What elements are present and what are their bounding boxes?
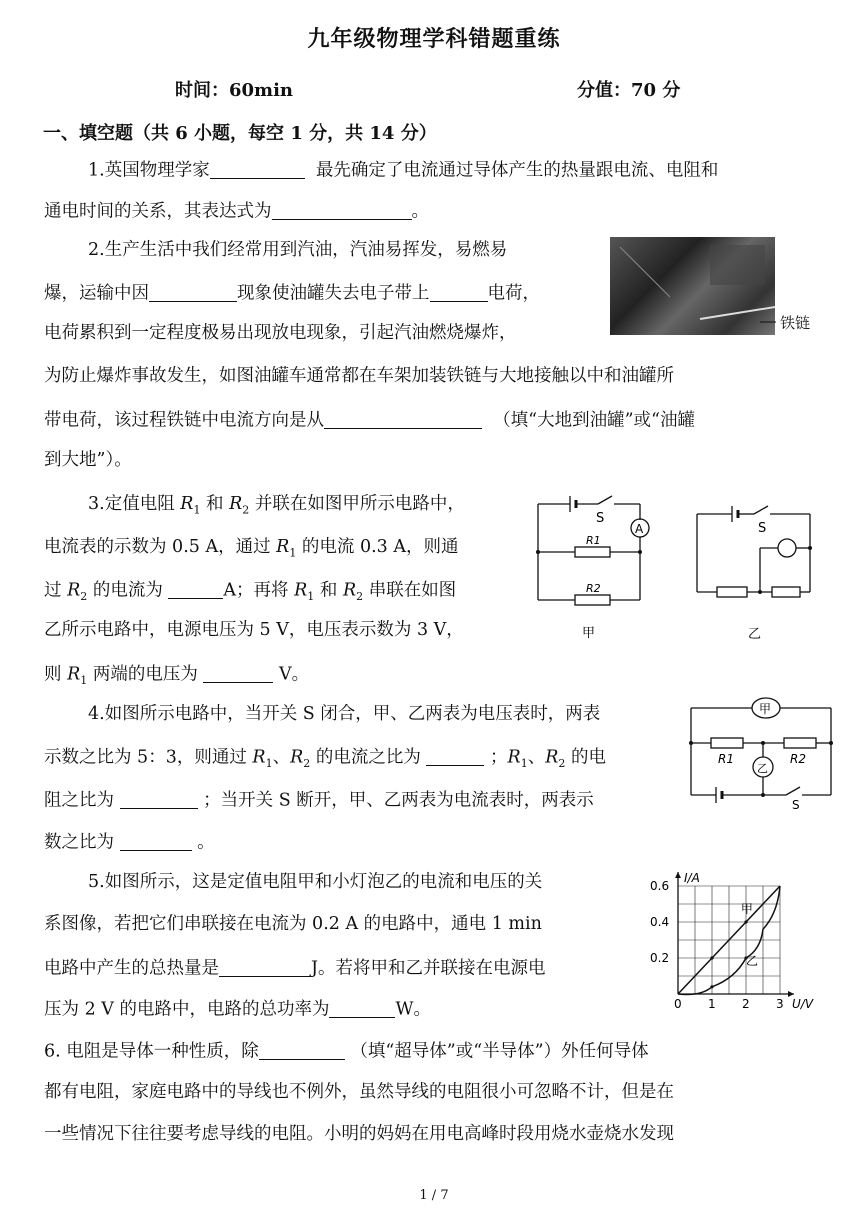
q5-line4: 压为 2 V 的电路中，电路的总功率为 W。	[44, 999, 431, 1020]
time-label: 时间：60min	[175, 80, 294, 101]
q3-line4: 乙所示电路中，电源电压为 5 V，电压表示数为 3 V，	[44, 620, 464, 640]
tanker-chain-photo	[610, 237, 775, 335]
answer-blank[interactable]	[120, 832, 192, 851]
circuit-diagram-yi	[692, 502, 822, 647]
answer-blank[interactable]	[203, 664, 273, 683]
data-point	[710, 985, 713, 988]
circuit-diagram-q4	[686, 693, 836, 813]
resistor-label-r1: R1	[586, 534, 601, 547]
answer-blank[interactable]	[272, 201, 412, 220]
y-tick-label: 0.6	[650, 879, 670, 893]
q3-line1: 3.定值电阻 $R_1$ 和 $R_2$ 并联在如图甲所示电路中，	[88, 494, 465, 517]
answer-blank[interactable]	[149, 283, 237, 302]
q1-line2: 通电时间的关系，其表达式为 。	[44, 201, 429, 222]
resistor-label-r1: R1	[718, 752, 734, 766]
caption-jia: 甲	[582, 626, 596, 641]
q4-line4: 数之比为 。	[44, 832, 215, 853]
iv-graph	[648, 866, 823, 1016]
x-tick-label: 2	[742, 997, 750, 1011]
answer-blank[interactable]	[259, 1041, 345, 1060]
y-axis-label: I/A	[684, 871, 700, 885]
q6-line3: 一些情况下往往要考虑导线的电阻。小明的妈妈在用电高峰时段用烧水壶烧水发现	[44, 1124, 674, 1144]
answer-blank[interactable]	[324, 410, 482, 429]
caption-yi: 乙	[748, 627, 762, 642]
q5-line1: 5.如图所示，这是定值电阻甲和小灯泡乙的电流和电压的关	[88, 872, 543, 892]
series-label-yi: 乙	[746, 954, 759, 969]
q4-line1: 4.如图所示电路中，当开关 S 闭合，甲、乙两表为电压表时，两表	[88, 704, 601, 724]
q2-line5: 带电荷，该过程铁链中电流方向是从 （填“大地到油罐”或“油罐	[44, 410, 695, 431]
q4-line2: 示数之比为 5：3，则通过 $R_1$、$R_2$ 的电流之比为 ；$R_1$、$R_2$ 的电	[44, 747, 606, 770]
answer-blank[interactable]	[219, 958, 311, 977]
resistor-label-r2: R2	[790, 752, 806, 766]
data-point	[744, 920, 747, 923]
q3-line3: 过 $R_2$ 的电流为 A；再将 $R_1$ 和 $R_2$ 串联在如图	[44, 580, 457, 603]
q6-line1: 6. 电阻是导体一种性质，除 （填“超导体”或“半导体”）外任何导体	[44, 1041, 649, 1062]
answer-blank[interactable]	[168, 580, 223, 599]
q3-line5: 则 $R_1$ 两端的电压为 V。	[44, 664, 310, 687]
section-heading: 一、填空题（共 6 小题，每空 1 分，共 14 分）	[43, 123, 437, 144]
circuit-diagram-jia	[530, 492, 670, 647]
page-title: 九年级物理学科错题重练	[307, 26, 561, 52]
y-tick-label: 0.4	[650, 915, 670, 929]
x-tick-label: 3	[776, 997, 784, 1011]
resistor-label-r2: R2	[586, 582, 601, 595]
ammeter-label: A	[635, 522, 644, 536]
meter-label-jia: 甲	[759, 702, 772, 716]
answer-blank[interactable]	[120, 790, 198, 809]
q5-line2: 系图像，若把它们串联接在电流为 0.2 A 的电路中，通电 1 min	[44, 914, 542, 934]
switch-label-s: S	[792, 798, 800, 812]
switch-label-s: S	[758, 521, 767, 536]
series-label-jia: 甲	[740, 902, 753, 916]
q3-line2: 电流表的示数为 0.5 A，通过 $R_1$ 的电流 0.3 A，则通	[44, 537, 459, 560]
score-label: 分值：70 分	[577, 80, 681, 101]
data-point	[710, 956, 713, 959]
q6-line2: 都有电阻，家庭电路中的导线也不例外，虽然导线的电阻很小可忽略不计，但是在	[44, 1082, 674, 1102]
answer-blank[interactable]	[329, 999, 395, 1018]
y-tick-label: 0.2	[650, 951, 670, 965]
q2-line1: 2.生产生活中我们经常用到汽油，汽油易挥发，易燃易	[88, 240, 508, 260]
photo-label-chain: 铁链	[780, 314, 811, 332]
answer-blank[interactable]	[426, 747, 484, 766]
q4-line3: 阻之比为 ；当开关 S 断开，甲、乙两表为电流表时，两表示	[44, 790, 594, 811]
meter-label-yi: 乙	[757, 762, 768, 775]
x-axis-label: U/V	[792, 997, 814, 1011]
q2-line4: 为防止爆炸事故发生，如图油罐车通常都在车架加装铁链与大地接触以中和油罐所	[44, 366, 674, 386]
y-axis-arrow	[675, 872, 681, 878]
page-number: 1 / 7	[419, 1188, 449, 1203]
switch-label-s: S	[596, 511, 605, 526]
q2-line6: 到大地”）。	[44, 450, 132, 470]
answer-blank[interactable]	[210, 160, 305, 179]
q2-line3: 电荷累积到一定程度极易出现放电现象，引起汽油燃烧爆炸，	[44, 323, 517, 343]
x-tick-label: 1	[708, 997, 716, 1011]
q1-line1: 1.英国物理学家 最先确定了电流通过导体产生的热量跟电流、电阻和	[88, 160, 719, 181]
photo-detail	[610, 237, 775, 335]
x-tick-label: 0	[674, 997, 682, 1011]
q5-line3: 电路中产生的总热量是 J。若将甲和乙并联接在电源电	[44, 958, 546, 979]
q2-line2: 爆，运输中因 现象使油罐失去电子带上 电荷，	[44, 283, 540, 304]
answer-blank[interactable]	[430, 283, 488, 302]
